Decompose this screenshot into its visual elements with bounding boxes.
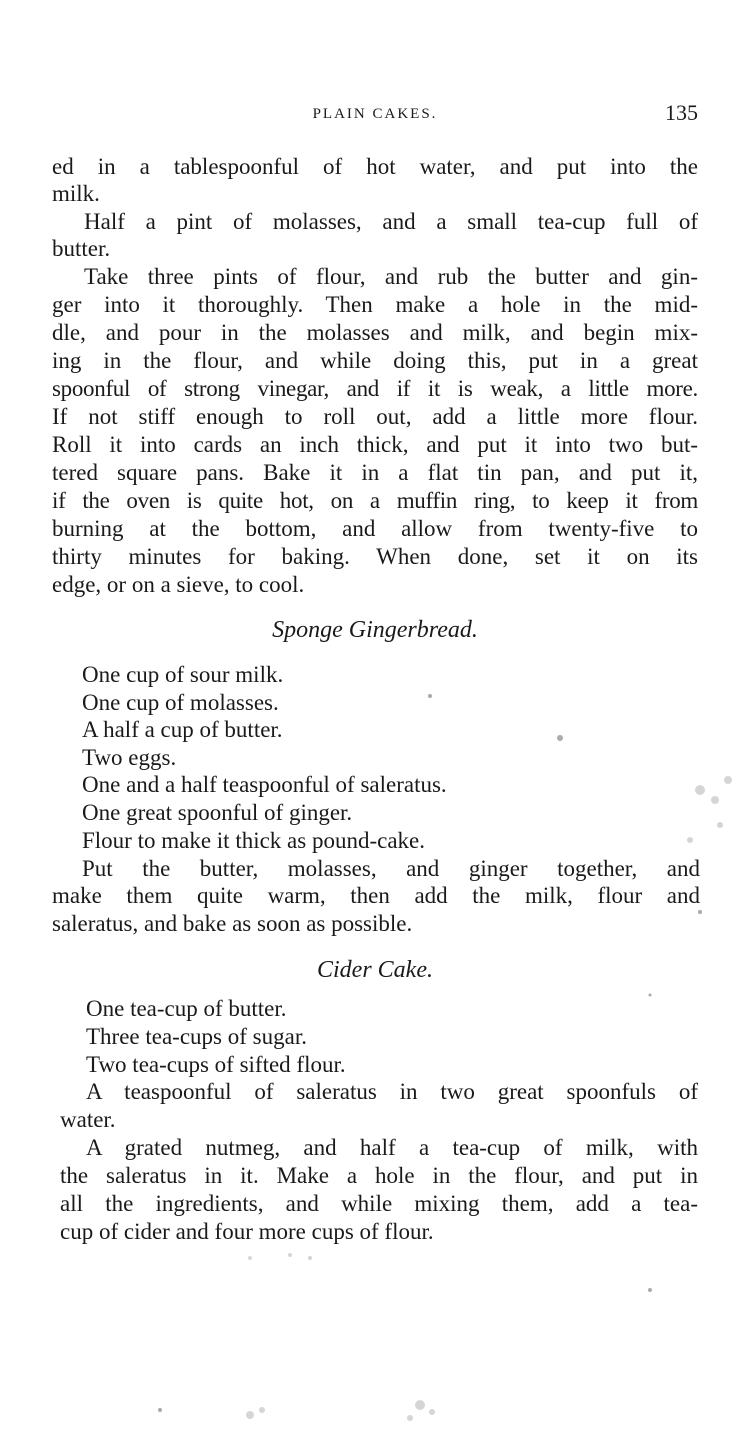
text-line: ger into it thoroughly. Then make a hole in the mid- <box>52 292 698 317</box>
text-line: A grated nutmeg, and half a tea-cup of milk, with <box>86 1135 698 1160</box>
text-line: burning at the bottom, and allow from twenty-five to <box>52 516 698 541</box>
ingredient-line: Two tea-cups of sifted flour. <box>86 1052 346 1077</box>
ingredient-line: One tea-cup of butter. <box>86 996 287 1021</box>
text-line: ed in a tablespoonful of hot water, and put into the <box>52 154 698 179</box>
recipe-title-cider-cake: Cider Cake. <box>317 957 433 983</box>
text-line: make them quite warm, then add the milk, flour and <box>52 883 700 908</box>
ingredient-line: One and a half teaspoonful of saleratus. <box>82 772 447 797</box>
text-line: if the oven is quite hot, on a muffin ring, to keep it from <box>52 488 698 513</box>
running-head: PLAIN CAKES. <box>312 106 438 122</box>
text-line: dle, and pour in the molasses and milk, and begin mix- <box>52 320 698 345</box>
ingredient-line: One cup of molasses. <box>82 690 279 715</box>
ingredient-line: Flour to make it thick as pound-cake. <box>82 828 426 853</box>
text-line: water. <box>60 1107 116 1132</box>
ingredient-line: Three tea-cups of sugar. <box>86 1024 307 1049</box>
text-line: the saleratus in it. Make a hole in the flour, and put in <box>60 1163 698 1188</box>
text-line: all the ingredients, and while mixing them, add a tea- <box>60 1191 698 1216</box>
text-line: ing in the flour, and while doing this, put in a great <box>52 348 698 373</box>
text-line: If not stiff enough to roll out, add a little more flour. <box>52 404 698 429</box>
ingredient-line: One great spoonful of ginger. <box>82 800 353 825</box>
text-line: cup of cider and four more cups of flour. <box>60 1219 434 1244</box>
text-line: A teaspoonful of saleratus in two great spoonfuls of <box>86 1079 698 1104</box>
text-line: tered square pans. Bake it in a flat tin pan, and put it, <box>52 460 698 485</box>
text-line: butter. <box>52 236 111 261</box>
text-line: Half a pint of molasses, and a small tea-cup full of <box>84 209 698 234</box>
text-line: spoonful of strong vinegar, and if it is weak, a little more. <box>52 376 698 401</box>
text-line: milk. <box>52 181 100 206</box>
text-line: edge, or on a sieve, to cool. <box>52 572 305 597</box>
text-line: Put the butter, molasses, and ginger together, and <box>82 856 700 881</box>
text-line: saleratus, and bake as soon as possible. <box>52 911 413 936</box>
ingredient-line: Two eggs. <box>82 745 177 770</box>
recipe-title-sponge-gingerbread: Sponge Gingerbread. <box>272 617 478 643</box>
ingredient-line: One cup of sour milk. <box>82 662 284 687</box>
text-line: Take three pints of flour, and rub the butter and gin- <box>84 264 698 289</box>
text-line: Roll it into cards an inch thick, and put it into two but- <box>52 432 698 457</box>
text-line: thirty minutes for baking. When done, set it on its <box>52 544 698 569</box>
page-number: 135 <box>665 100 698 125</box>
ingredient-line: A half a cup of butter. <box>82 717 283 742</box>
